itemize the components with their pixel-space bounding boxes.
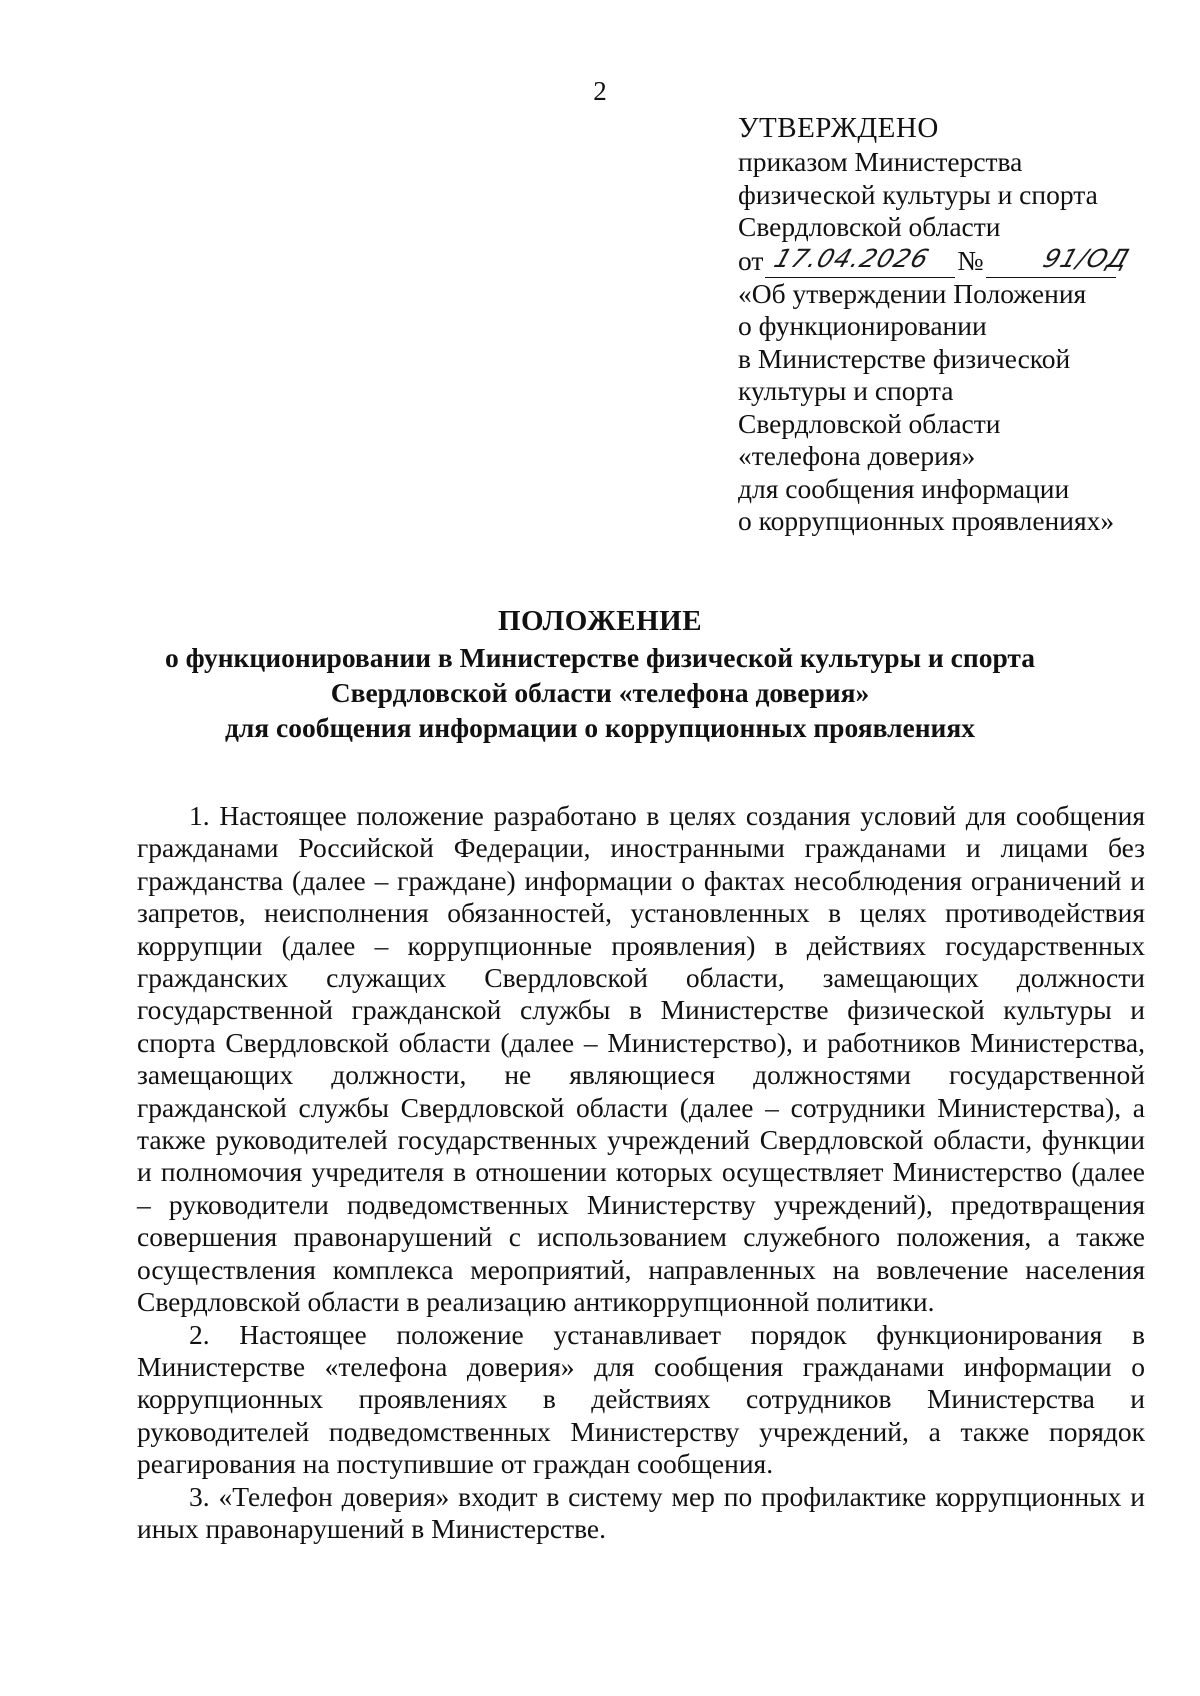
date-blank [765, 244, 955, 278]
handwritten-date: 17.04.2026 [770, 244, 934, 273]
approval-line: физической культуры и спорта [738, 178, 1098, 210]
paragraph-1: 1. Настоящее положение разработано в целях создания условий для сообщения гражданами Российской Федерации, иностранными гражданами и лицами без гражданства (далее – граждане) информации о фактах несоблюдения ограничений и запретов, неисполнения обязанностей, установленных в целях противодействия коррупции (далее – коррупционные проявления) в действиях государственных гражданских служащих Свердловской области, замещающих должности государственной гражданской службы в Министерстве физической культуры и спорта Свердловской области (далее – Министерство), и работников Министерства, замещающих должности, не являющиеся должностями государственной гражданской службы Свердловской области (далее – сотрудники Министерства), а также руководителей государственных учреждений Свердловской области, функции и полномочия учредителя в отношении которых осуществляет Министерство (далее – руководители подведомственных Министерству учреждений), предотвращения совершения правонарушений с использованием служебного положения, а также осуществления комплекса мероприятий, направленных на вовлечение населения Свердловской области в реализацию антикоррупционной политики. [137, 800, 1145, 1318]
date-prefix: от [738, 245, 764, 276]
approval-line: приказом Министерства [738, 146, 1023, 177]
title-line: Свердловской области «телефона доверия» [330, 677, 870, 708]
approval-line: «Об утверждении Положения [738, 277, 1087, 309]
document-body [137, 800, 1145, 1545]
paragraph-2: 2. Настоящее положение устанавливает порядок функционирования в Министерстве «телефона доверия» для сообщения гражданами информации о коррупционных проявлениях в действиях сотрудников Министерства и руководителей подведомственных Министерству учреждений, а также порядок реагирования на поступившие от граждан сообщения. [137, 1318, 1145, 1480]
approval-heading: УТВЕРЖДЕНО [738, 112, 939, 144]
approval-line: Свердловской области [738, 211, 1001, 242]
approval-line: о коррупционных проявлениях» [738, 505, 1115, 536]
approval-line: для сообщения информации [738, 472, 1070, 504]
title-heading: ПОЛОЖЕНИЕ [497, 605, 703, 637]
number-blank [986, 244, 1134, 278]
number-prefix: № [957, 245, 984, 276]
approval-line: культуры и спорта [738, 375, 954, 406]
approval-stamp-block [738, 110, 1178, 538]
page-number: 2 [593, 76, 607, 106]
title-line: для сообщения информации о коррупционных проявлениях [224, 712, 976, 743]
title-line: о функционировании в Министерстве физической культуры и спорта [165, 642, 1035, 673]
approval-line: «телефона доверия» [738, 440, 976, 471]
approval-line: Свердловской области [738, 407, 1001, 439]
approval-date-number-row [738, 244, 1178, 278]
paragraph-3: 3. «Телефон доверия» входит в систему мер по профилактике коррупционных и иных правонарушений в Министерстве. [137, 1480, 1145, 1544]
document-title [0, 603, 1200, 745]
handwritten-number: 91/ОД [1039, 244, 1134, 273]
approval-line: в Министерстве физической [738, 342, 1071, 374]
approval-line: о функционировании [738, 310, 987, 341]
